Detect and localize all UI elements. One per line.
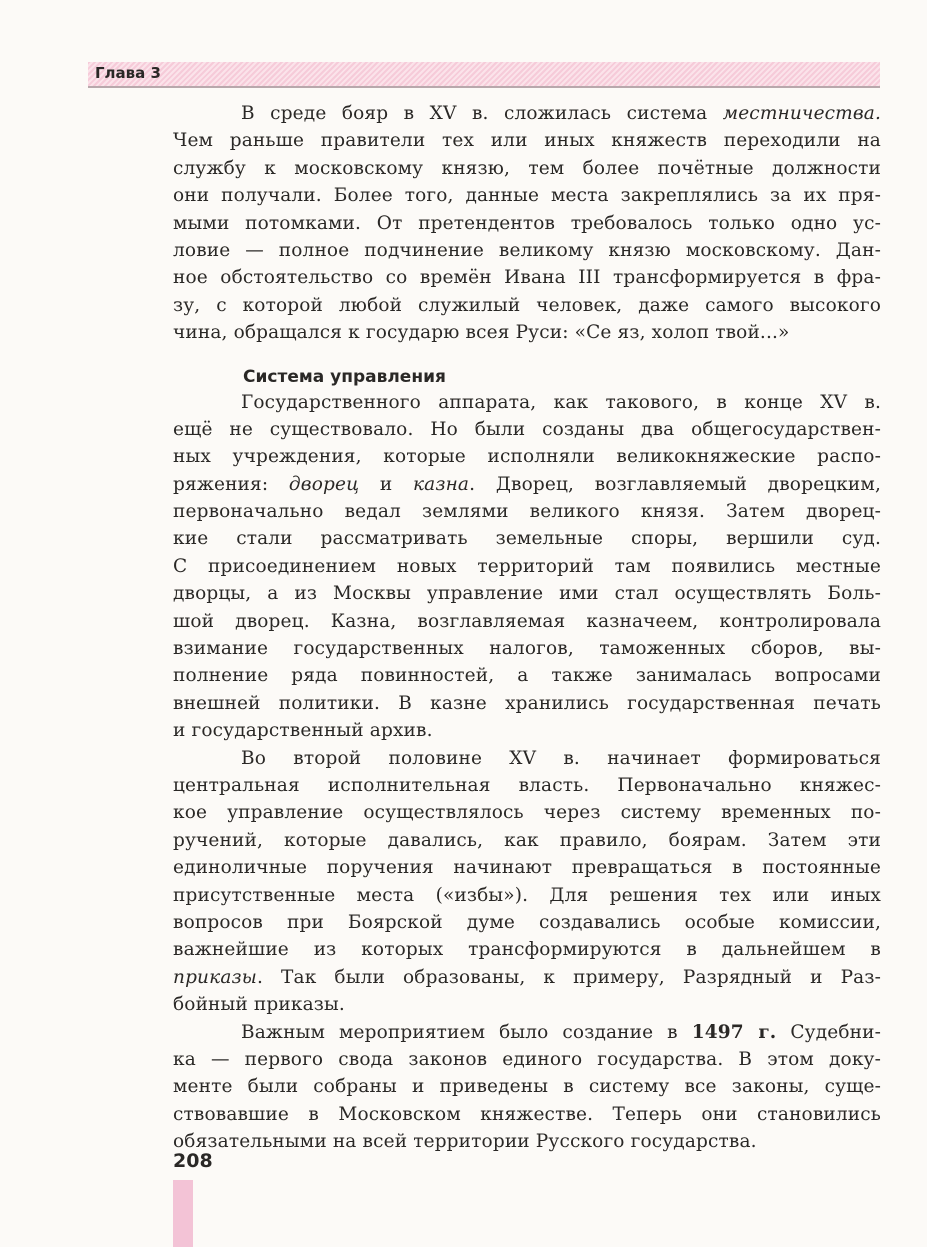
section-title: Система управления (243, 366, 446, 387)
text-line (173, 292, 881, 319)
text-line (173, 991, 881, 1018)
text-line (173, 237, 881, 264)
text-line (173, 580, 881, 607)
text-line (173, 182, 881, 209)
text-line (173, 635, 881, 662)
text-run: ствовавшие в Московском княжестве. Теперь они становились (173, 1103, 881, 1125)
text-run: центральная исполнительная власть. Первоначально княжес- (173, 774, 881, 796)
text-run: ка — первого свода законов единого государства. В этом доку- (173, 1048, 881, 1070)
text-run: ловие — полное подчинение великому князю московскому. Дан- (173, 239, 881, 261)
text-line (173, 745, 881, 772)
text-line (173, 155, 881, 182)
text-run: С присоединением новых территорий там появились местные (173, 555, 881, 577)
text-line (173, 1046, 881, 1073)
text-run: дворец (288, 473, 360, 495)
text-run: мыми потомками. От претендентов требовалось только одно ус- (173, 212, 881, 234)
text-run: важнейшие из которых трансформируются в дальнейшем в (173, 939, 881, 961)
text-run: первоначально ведал землями великого князя. Затем дворец- (173, 501, 881, 523)
text-run: кие стали рассматривать земельные споры, вершили суд. (173, 528, 881, 550)
text-line (173, 264, 881, 291)
text-run: бойный приказы. (173, 994, 345, 1016)
text-line (173, 936, 881, 963)
text-line (173, 443, 881, 470)
text-run: кое управление осуществлялось через систему временных по- (173, 802, 881, 824)
text-line (173, 1128, 881, 1155)
text-run: ручений, которые давались, как правило, боярам. Затем эти (173, 829, 881, 851)
text-run: ных учреждения, которые исполняли великокняжеские распо- (173, 446, 881, 468)
text-line (173, 416, 881, 443)
text-run: присутственные места («избы»). Для решения тех или иных (173, 884, 881, 906)
text-run: вопросов при Боярской думе создавались особые комиссии, (173, 911, 881, 933)
text-line (173, 690, 881, 717)
paragraph-mestnichestvo (173, 100, 881, 347)
text-line (173, 964, 881, 991)
text-run: . Дворец, возглавляемый дворецким, (469, 473, 881, 495)
text-line (173, 210, 881, 237)
text-run: внешней политики. В казне хранились государственная печать (173, 692, 881, 714)
text-run: Судебни- (776, 1021, 881, 1043)
text-run: и (359, 473, 413, 495)
text-line (173, 827, 881, 854)
text-line (173, 1019, 881, 1046)
text-line (173, 127, 881, 154)
text-run: ещё не существовало. Но были созданы два общегосударствен- (173, 418, 881, 440)
text-line (173, 799, 881, 826)
text-line (173, 608, 881, 635)
text-run: службу к московскому князю, тем более почётные должности (173, 157, 881, 179)
page-edge-bar (173, 1180, 193, 1247)
page-body (173, 100, 881, 1155)
text-run: менте были собраны и приведены в систему все законы, суще- (173, 1076, 881, 1098)
text-run: Во второй половине XV в. начинает формироваться (241, 747, 881, 769)
text-line (173, 909, 881, 936)
text-line (173, 471, 881, 498)
text-line (173, 1073, 881, 1100)
text-line (173, 553, 881, 580)
text-run: полнение ряда повинностей, а также занималась вопросами (173, 665, 881, 687)
text-run: ное обстоятельство со времён Ивана III трансформируется в фра- (173, 267, 881, 289)
text-line (173, 882, 881, 909)
text-line (173, 717, 881, 744)
text-run: чина, обращался к государю всея Руси: «Се яз, холоп твой...» (173, 322, 790, 344)
text-line (173, 389, 881, 416)
chapter-label: Глава 3 (95, 64, 161, 82)
text-run: и государственный архив. (173, 720, 433, 742)
text-line (173, 662, 881, 689)
paragraph-central-power (173, 745, 881, 1019)
text-run: местничества. (722, 103, 881, 124)
text-run: ряжения: (173, 473, 289, 495)
text-line (173, 772, 881, 799)
text-run: Государственного аппарата, как такового, в конце XV в. (241, 391, 881, 413)
text-run: Чем раньше правители тех или иных княжеств переходили на (173, 130, 881, 152)
text-run: они получали. Более того, данные места закреплялись за их пря- (173, 185, 881, 207)
text-line (173, 100, 881, 127)
text-run: дворцы, а из Москвы управление ими стал осуществлять Боль- (173, 583, 881, 605)
paragraph-state-apparatus (173, 389, 881, 745)
text-run: обязательными на всей территории Русского государства. (173, 1131, 757, 1153)
text-run: зу, с которой любой служилый человек, даже самого высокого (173, 294, 881, 316)
text-run: шой дворец. Казна, возглавляемая казначеем, контролировала (173, 610, 881, 632)
text-line (173, 319, 881, 346)
page-number: 208 (173, 1150, 213, 1172)
text-line (173, 854, 881, 881)
text-run: казна (412, 473, 470, 495)
text-run: приказы (173, 966, 257, 988)
text-run: 1497 г. (691, 1021, 777, 1043)
text-run: Важным мероприятием было создание в (241, 1021, 692, 1043)
text-line (173, 498, 881, 525)
text-line (173, 1101, 881, 1128)
text-line (173, 525, 881, 552)
text-run: В среде бояр в XV в. сложилась система (241, 103, 723, 124)
header-rule (88, 86, 880, 88)
header-band (88, 62, 880, 86)
text-run: взимание государственных налогов, таможенных сборов, вы- (173, 638, 881, 660)
text-run: . Так были образованы, к примеру, Разрядный и Раз- (256, 966, 881, 988)
text-run: единоличные поручения начинают превращаться в постоянные (173, 857, 881, 879)
paragraph-sudebnik (173, 1019, 881, 1156)
